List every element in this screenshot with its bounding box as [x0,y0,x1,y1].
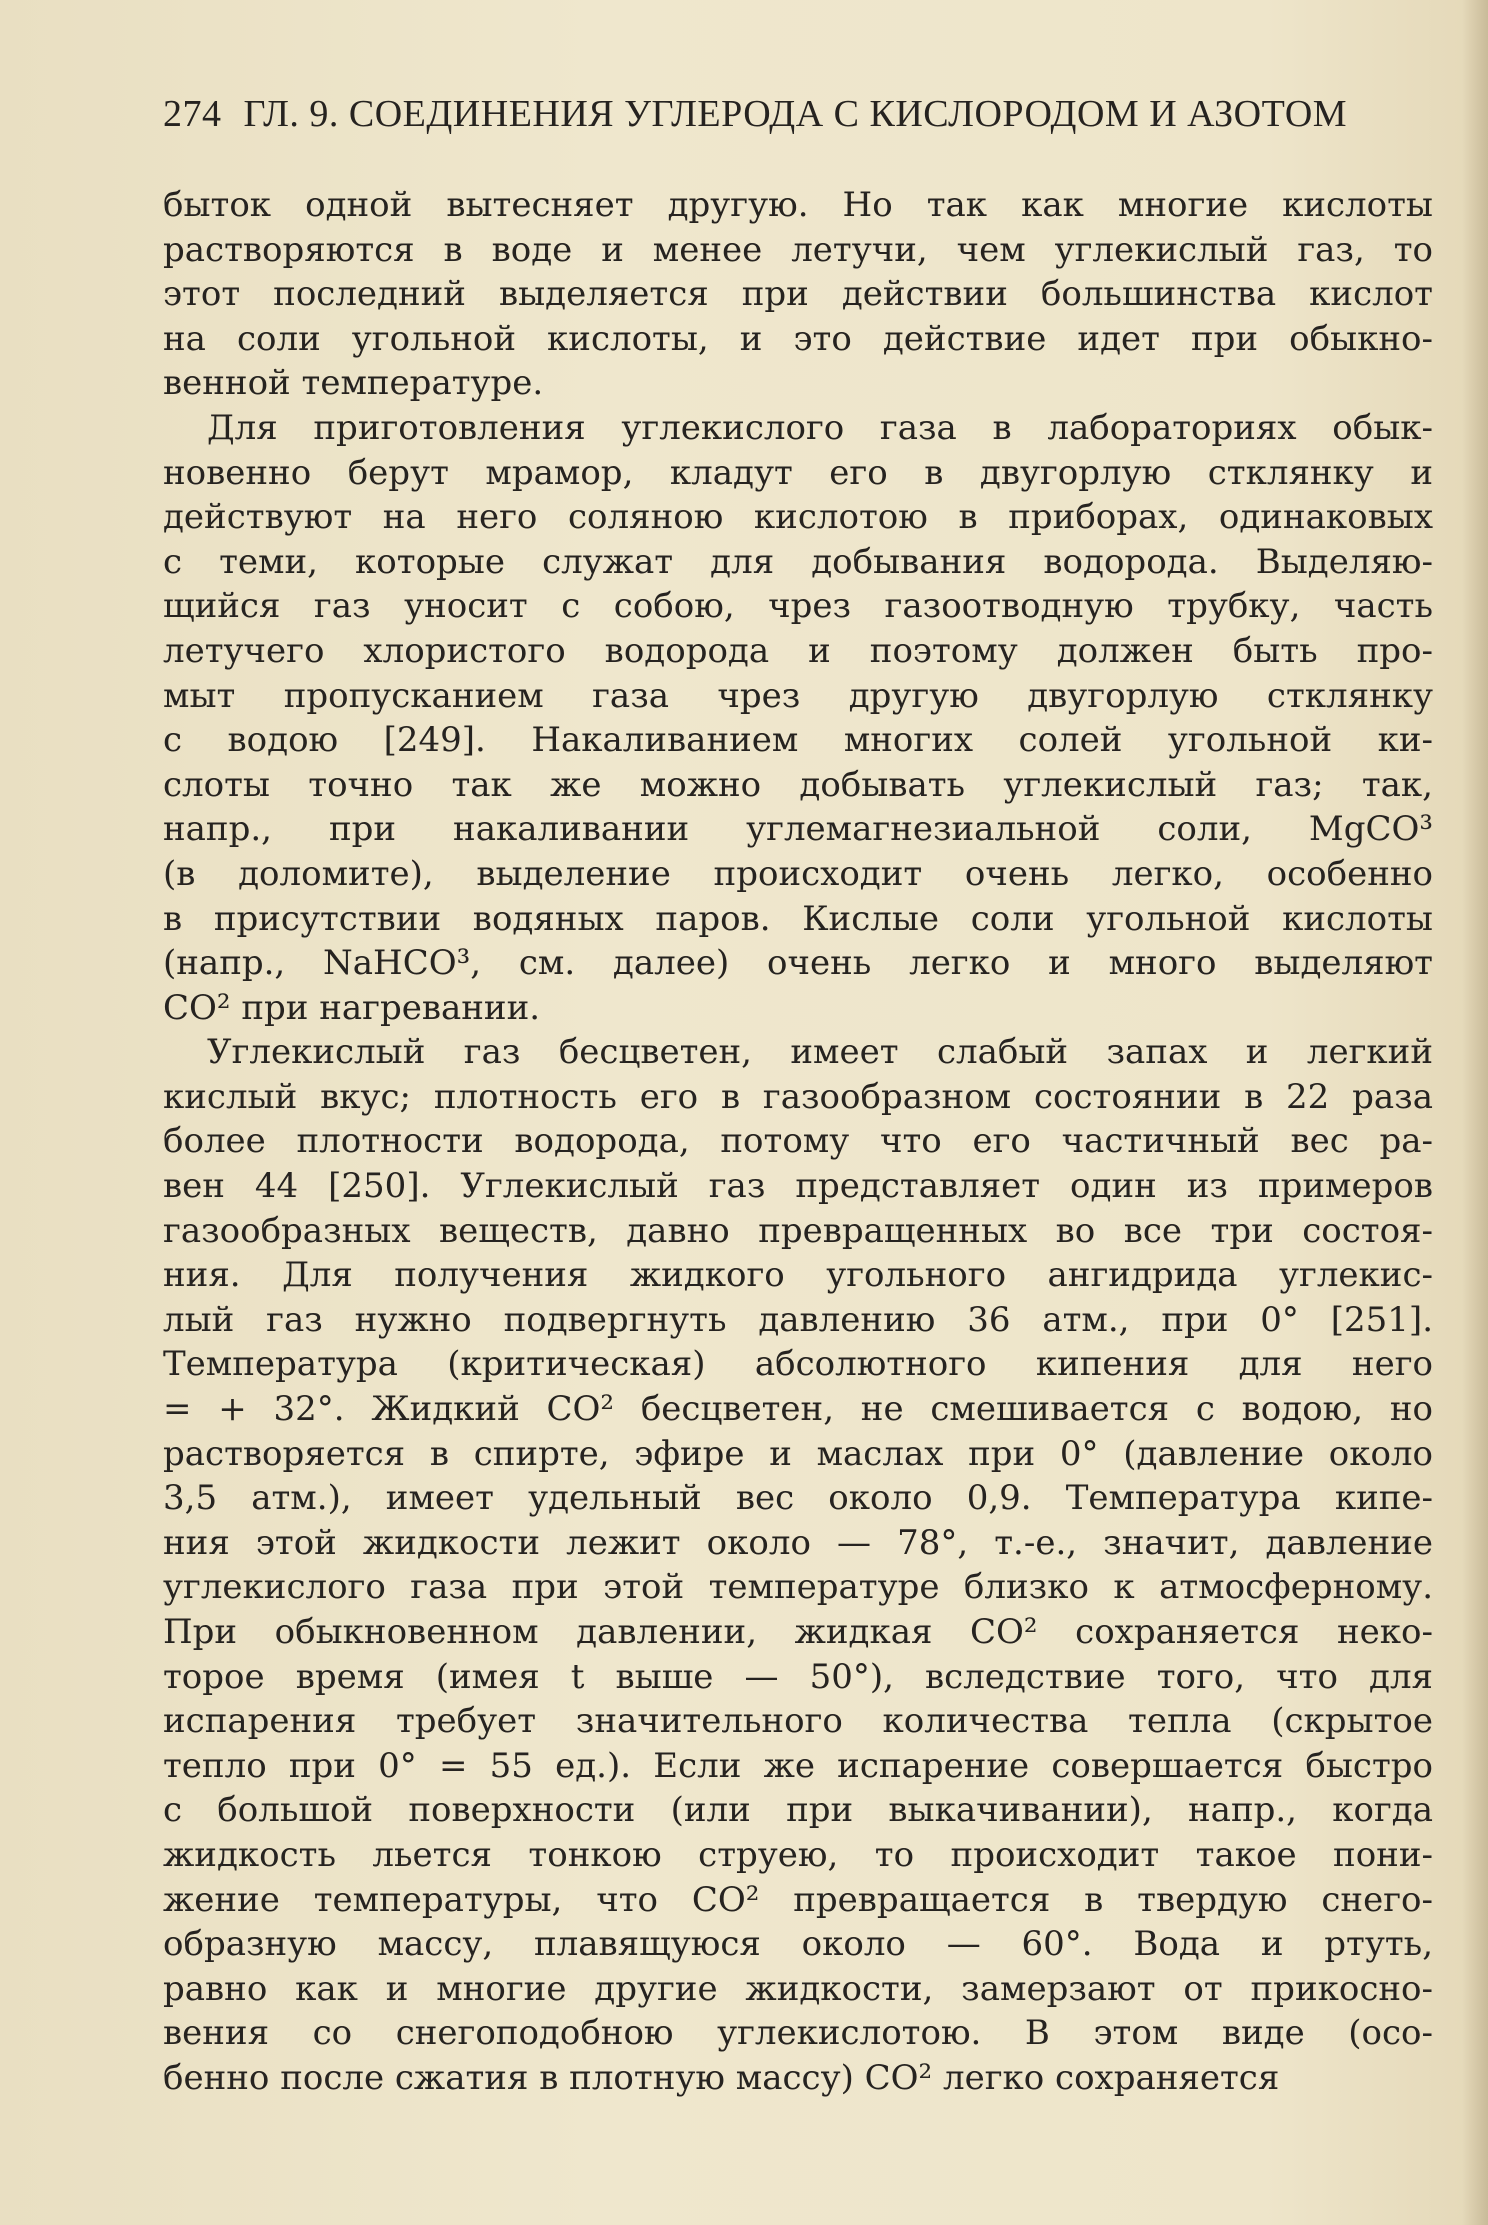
text-line: Температура (критическая) абсолютного кипения для него [163,1344,1433,1385]
text-line: кислый вкус; плотность его в газообразном состоянии в 22 раза [163,1076,1433,1117]
text-line: вен 44 [250]. Углекислый газ представляет один из примеров [163,1166,1433,1207]
text-line: мыт пропусканием газа чрез другую двугорлую стклянку [163,675,1433,716]
text-line: венной температуре. [163,363,544,404]
text-line: жидкость льется тонкою струею, то происходит такое пони- [163,1834,1433,1875]
text-line: с теми, которые служат для добывания водорода. Выделяю- [163,541,1433,582]
text-line: быток одной вытесняет другую. Но так как многие кислоты [163,185,1433,225]
text-line: тепло при 0° = 55 ед.). Если же испарение совершается быстро [163,1745,1433,1786]
text-line: этот последний выделяется при действии большинства кислот [163,274,1433,315]
text-line: ния этой жидкости лежит около — 78°, т.-е., значит, давление [163,1522,1433,1563]
text-line: ния. Для получения жидкого угольного ангидрида углекис- [163,1255,1433,1296]
text-line: слоты точно так же можно добывать углекислый газ; так, [163,764,1433,805]
text-line: растворяется в спирте, эфире и маслах при 0° (давление около [163,1433,1433,1474]
text-line: в присутствии водяных паров. Кислые соли угольной кислоты [163,898,1433,939]
text-line: щийся газ уносит с собою, чрез газоотводную трубку, часть [163,586,1433,627]
text-line: летучего хлористого водорода и поэтому должен быть про- [163,630,1433,671]
text-line: вения со снегоподобною углекислотою. В этом виде (осо- [163,2013,1433,2054]
text-line: углекислого газа при этой температуре близко к атмосферному. [163,1567,1433,1608]
body-text [163,183,1433,2101]
text-line: Для приготовления углекислого газа в лабораториях обык- [207,407,1433,448]
text-line: более плотности водорода, потому что его частичный вес ра- [163,1121,1433,1162]
text-line: Углекислый газ бесцветен, имеет слабый запах и легкий [207,1032,1433,1073]
text-line: новенно берут мрамор, кладут его в двугорлую стклянку и [163,452,1433,493]
text-line: (в доломите), выделение происходит очень легко, особенно [163,853,1433,894]
text-line: При обыкновенном давлении, жидкая CO² сохраняется неко- [163,1612,1433,1652]
text-line: растворяются в воде и менее летучи, чем углекислый газ, то [163,229,1433,270]
text-line: с большой поверхности (или при выкачивании), напр., когда [163,1790,1433,1831]
text-line: равно как и многие другие жидкости, замерзают от прикосно- [163,1968,1433,2009]
text-line: с водою [249]. Накаливанием многих солей угольной ки- [163,720,1433,761]
page-edge-shadow [1462,0,1488,2225]
text-line: действуют на него соляною кислотою в приборах, одинаковых [163,497,1433,538]
page-number: 274 [163,93,222,135]
text-line: = + 32°. Жидкий CO² бесцветен, не смешивается с водою, но [163,1389,1433,1430]
text-line: бенно после сжатия в плотную массу) CO² легко сохраняется [163,2057,1280,2098]
text-line: торое время (имея t выше — 50°), вследствие того, что для [163,1656,1433,1697]
text-line: CO² при нагревании. [163,987,541,1028]
text-line: жение температуры, что CO² превращается в твердую снего- [163,1879,1433,1920]
text-line: испарения требует значительного количества тепла (скрытое [163,1701,1433,1742]
text-line: лый газ нужно подвергнуть давлению 36 атм., при 0° [251]. [163,1299,1433,1340]
text-line: газообразных веществ, давно превращенных во все три состоя- [163,1210,1433,1251]
text-line: (напр., NaHCO³, см. далее) очень легко и много выделяют [163,943,1433,984]
running-title: ГЛ. 9. СОЕДИНЕНИЯ УГЛЕРОДА С КИСЛОРОДОМ И АЗОТОМ [243,93,1348,135]
running-header [163,88,1433,140]
text-line: образную массу, плавящуюся около — 60°. Вода и ртуть, [163,1924,1433,1965]
text-line: 3,5 атм.), имеет удельный вес около 0,9. Температура кипе- [163,1478,1433,1519]
text-line: на соли угольной кислоты, и это действие идет при обыкно- [163,318,1433,359]
text-line: напр., при накаливании углемагнезиальной соли, MgCO³ [163,809,1433,850]
